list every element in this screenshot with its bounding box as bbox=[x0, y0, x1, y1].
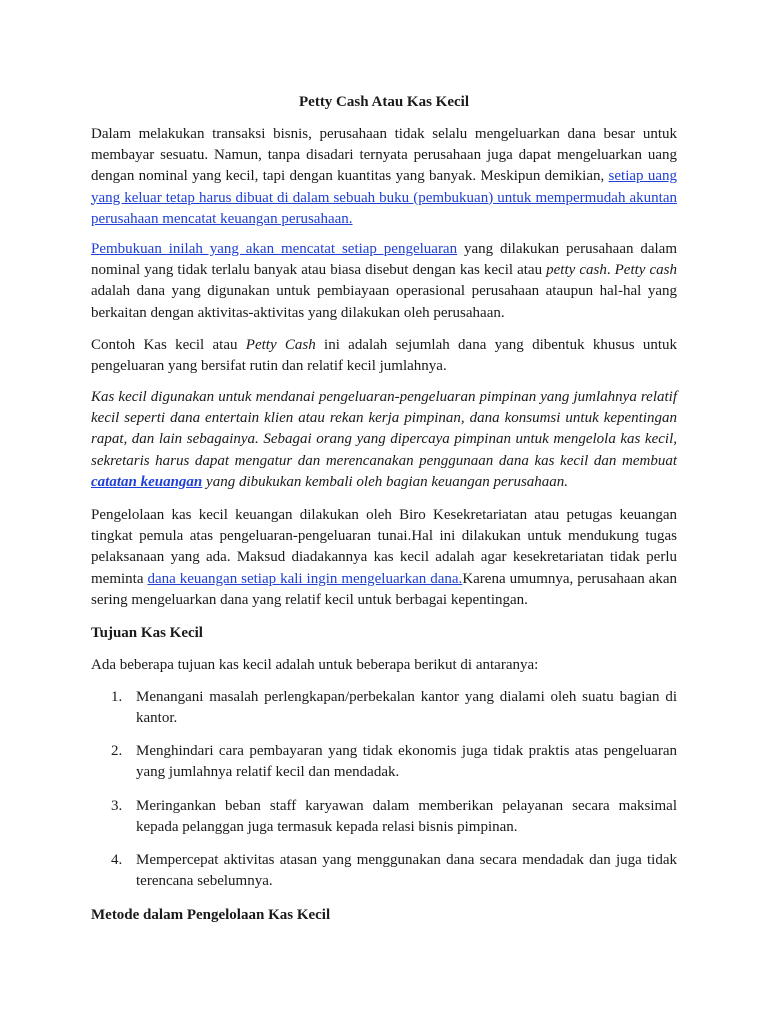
paragraph-pembukuan-italic-b: Petty cash bbox=[614, 262, 677, 279]
paragraph-contoh-italic: Petty Cash bbox=[245, 337, 316, 353]
paragraph-kas-kecil-text-a: Kas kecil digunakan untuk mendanai pengeluaran-pengeluaran pimpinan yang jumlahnya relatif kecil seperti dana entertain klien atau rekan kerja pimpinan, dana konsumsi untuk kepentingan rapat, dan lain sebagainya. Sebagai orang yang dipercaya pimpinan untuk mengelola kas kecil, sekretaris harus dapat mengatur dan merencanakan penggunaan dana kas kecil dan membuat bbox=[91, 389, 677, 469]
paragraph-contoh-text-a: Contoh Kas kecil atau bbox=[91, 337, 246, 353]
list-item-text: Menghindari cara pembayaran yang tidak ekonomis juga tidak praktis atas pengeluaran yang jumlahnya relatif kecil dan mendadak. bbox=[136, 743, 677, 781]
paragraph-tujuan-intro: Ada beberapa tujuan kas kecil adalah untuk beberapa berikut di antaranya: bbox=[91, 657, 539, 673]
paragraph-pengelolaan-text-a: Pengelolaan kas kecil keuangan dilakukan oleh Biro Kesekretariatan atau petugas keuangan tingkat pemula atas pengeluaran-pengeluaran tunai.Hal ini dilakukan untuk mendukung tugas pelaksanaan yang ada. Maksud diadakannya kas kecil adalah agar kesekretariatan tidak perlu meminta bbox=[91, 507, 677, 587]
paragraph-pembukuan bbox=[91, 239, 677, 324]
list-item bbox=[91, 850, 677, 892]
document-title: Petty Cash Atau Kas Kecil bbox=[299, 94, 469, 110]
heading-metode-pengelolaan: Metode dalam Pengelolaan Kas Kecil bbox=[91, 907, 331, 923]
link-pembukuan[interactable]: Pembukuan inilah yang akan mencatat setiap pengeluaran bbox=[91, 241, 458, 257]
list-item bbox=[91, 796, 677, 838]
paragraph-pengelolaan-text-b: Karena umumnya, perusahaan akan sering mengeluarkan dana yang relatif kecil untuk berbagai kepentingan. bbox=[91, 570, 677, 608]
paragraph-contoh bbox=[91, 335, 677, 377]
list-item-number: 4. bbox=[111, 852, 123, 868]
list-item-text: Mempercepat aktivitas atasan yang menggunakan dana secara mendadak dan juga tidak terencana sebelumnya. bbox=[136, 852, 677, 890]
paragraph-pembukuan-italic-a: petty cash bbox=[546, 262, 607, 279]
list-item-text: Meringankan beban staff karyawan dalam memberikan pelayanan secara maksimal kepada pelanggan juga termasuk kepada relasi bisnis pimpinan. bbox=[136, 798, 677, 836]
paragraph-pengelolaan bbox=[91, 505, 677, 611]
paragraph-intro bbox=[91, 124, 677, 230]
paragraph-pembukuan-text-c: adalah dana yang digunakan untuk pembiayaan operasional perusahaan ataupun hal-hal yang berkaitan dengan aktivitas-aktivitas yang dilakukan oleh perusahaan. bbox=[91, 283, 677, 321]
paragraph-contoh-text-b: ini adalah sejumlah dana yang dibentuk khusus untuk pengeluaran yang bersifat rutin dan relatif kecil jumlahnya. bbox=[91, 337, 677, 375]
paragraph-kas-kecil-italic bbox=[91, 387, 677, 493]
list-item-number: 3. bbox=[111, 798, 123, 814]
link-catatan-keuangan[interactable]: catatan keuangan bbox=[91, 473, 203, 490]
link-setiap-uang[interactable]: setiap uang yang keluar tetap harus dibuat di dalam sebuah buku (pembukuan) untuk mempermudah akuntan perusahaan mencatat keuangan perusahaan. bbox=[91, 168, 677, 227]
paragraph-pembukuan-text-b: . bbox=[606, 262, 615, 279]
paragraph-pembukuan-text-a: yang dilakukan perusahaan dalam nominal yang tidak terlalu banyak atau biasa disebut dengan kas kecil atau bbox=[91, 241, 678, 279]
list-item-number: 1. bbox=[111, 689, 123, 705]
list-item-number: 2. bbox=[111, 743, 123, 759]
paragraph-intro-text: Dalam melakukan transaksi bisnis, perusahaan tidak selalu mengeluarkan dana besar untuk membayar sesuatu. Namun, tanpa disadari ternyata perusahaan juga dapat mengeluarkan uang dengan nominal yang kecil, tapi dengan kuantitas yang banyak. Meskipun demikian, bbox=[91, 126, 677, 185]
list-item bbox=[91, 741, 677, 783]
list-item bbox=[91, 687, 677, 729]
list-item-text: Menangani masalah perlengkapan/perbekalan kantor yang dialami oleh suatu bagian di kantor. bbox=[136, 689, 677, 727]
heading-tujuan-kas-kecil: Tujuan Kas Kecil bbox=[91, 625, 203, 641]
paragraph-kas-kecil-text-b: yang dibukukan kembali oleh bagian keuangan perusahaan. bbox=[202, 473, 569, 490]
link-dana-keuangan[interactable]: dana keuangan setiap kali ingin mengeluarkan dana. bbox=[147, 570, 463, 587]
